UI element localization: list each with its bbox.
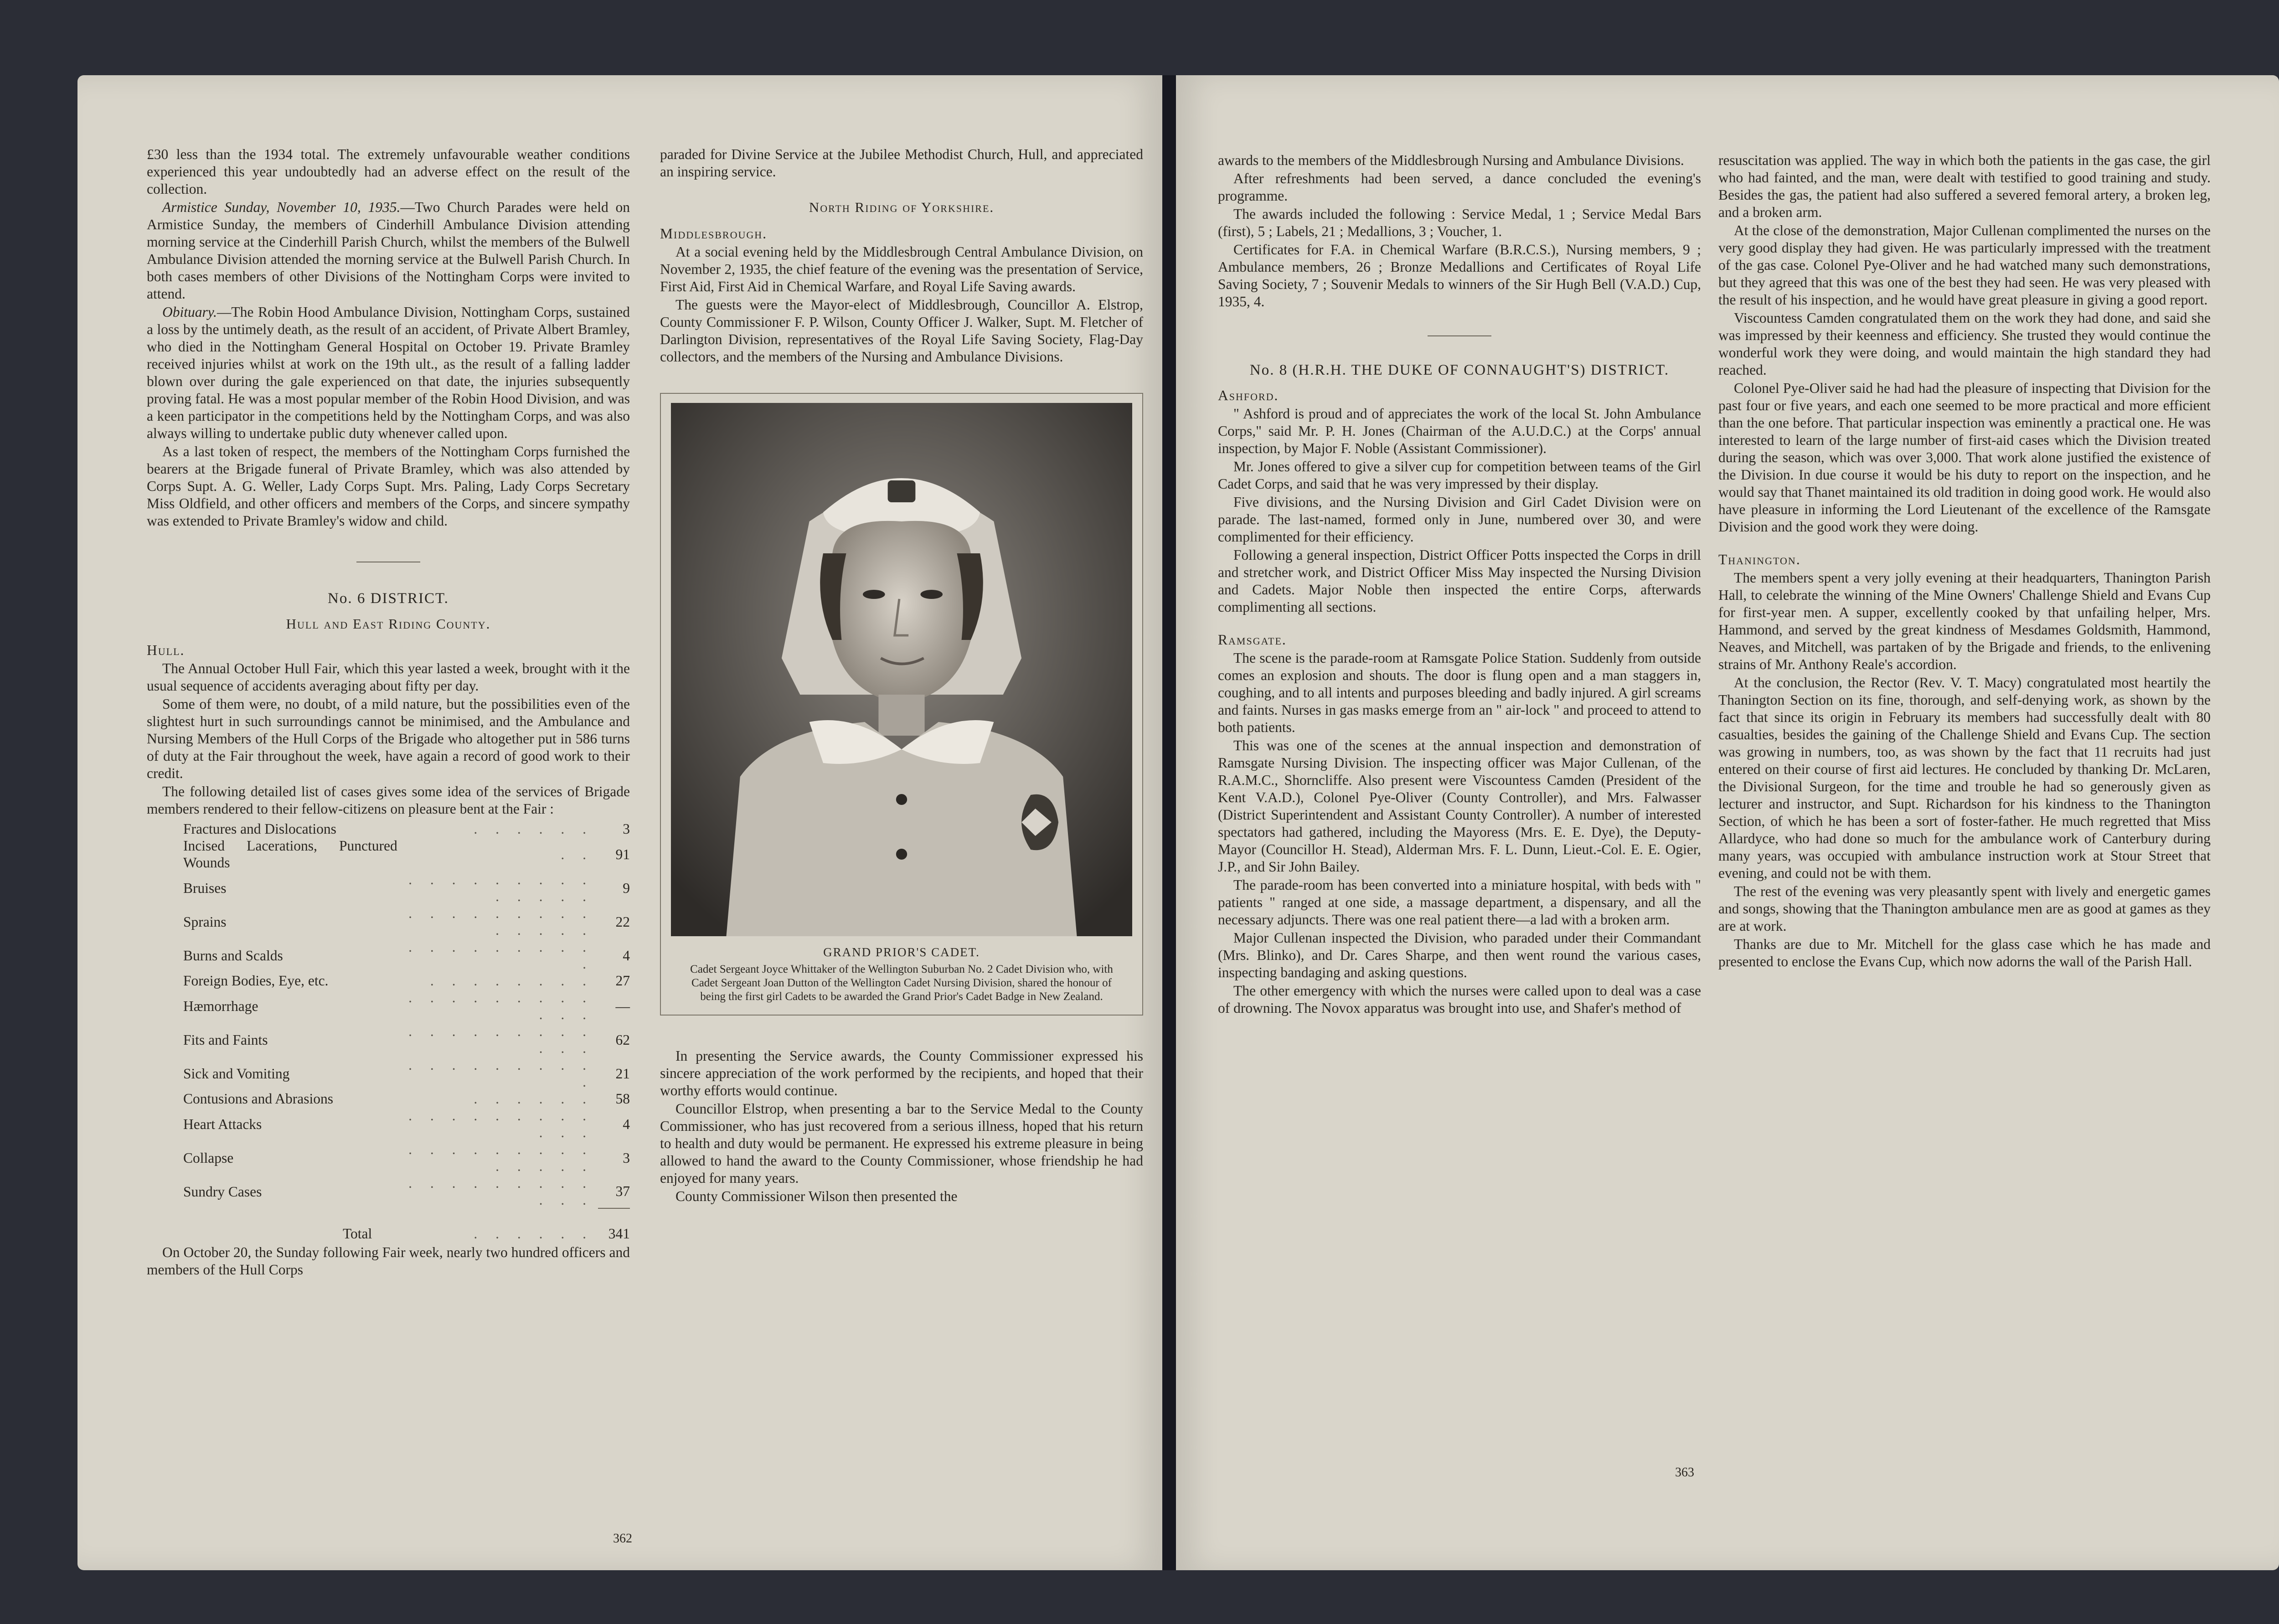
cases-table-row — [147, 989, 630, 1023]
place-heading: Ashford. — [1218, 387, 1279, 403]
case-leader-dots: . . . . . . . . . . . . . . — [408, 1141, 593, 1174]
photo-caption: Cadet Sergeant Joyce Whittaker of the Wellington Suburban No. 2 Cadet Division who, with Cadet Sergeant Joan Dutton of the Wellington Cadet Nursing Division, shared the honour of being the first girl Cadets to be awarded the Grand Prior's Cadet Badge in New Zealand. — [690, 963, 1113, 1003]
left-page-column-1 — [147, 146, 630, 1279]
paragraph: resuscitation was applied. The way in which both the patients in the gas case, the girl who had fainted, and the man, were dealt with testified to good training and study. Besides the gas, the patient had also suffered a severed femoral artery, a broken leg, and a broken arm. — [1718, 152, 2211, 220]
case-count: 9 — [623, 880, 630, 896]
case-count: 21 — [615, 1065, 630, 1082]
case-label: Hæmorrhage — [183, 998, 258, 1014]
paragraph: Major Cullenan inspected the Division, who paraded under their Commandant (Mrs. Blinko), and Dr. Cares Sharpe, and then went round the various cases, inspecting bandaging and asking questions. — [1218, 930, 1701, 980]
cases-table-row — [147, 820, 630, 837]
paragraph: After refreshments had been served, a dance concluded the evening's programme. — [1218, 170, 1701, 204]
paragraph — [147, 304, 630, 442]
paragraph: Mr. Jones offered to give a silver cup for competition between teams of the Girl Cadet Corps, and said that he was very impressed by their display. — [1218, 459, 1701, 492]
book-gutter — [1162, 75, 1176, 1570]
left-page-column-2 — [660, 146, 1143, 1206]
case-count: 62 — [615, 1031, 630, 1048]
case-count: 27 — [615, 973, 630, 989]
case-leader-dots: . . . . . . . . . . — [408, 939, 593, 972]
total-value: 341 — [598, 1208, 630, 1242]
left-page — [77, 75, 1162, 1570]
district-heading: No. 6 DISTRICT. — [328, 590, 449, 607]
case-label: Incised Lacerations, Punctured Wounds — [183, 838, 397, 871]
paragraph: The awards included the following : Service Medal, 1 ; Service Medal Bars (first), 5 ; Labels, 21 ; Medallions, 3 ; Voucher, 1. — [1218, 206, 1701, 239]
district-subheading: Hull and East Riding County. — [286, 616, 491, 632]
paragraph: " Ashford is proud and of appreciates the work of the local St. John Ambulance Corps," said Mr. P. H. Jones (Chairman of the A.U.D.C.) at the Corps' annual inspection, by Major F. Noble (Assistant Commissioner). — [1218, 406, 1701, 456]
cases-table-row — [147, 1090, 630, 1107]
paragraph: Councillor Elstrop, when presenting a bar to the Service Medal to the County Commissioner, who has just recovered from a serious illness, hoped that his return to health and duty would be permanent. He expressed his extreme pleasure in being allowed to hand the award to the County Commissioner, whose friendship he had enjoyed for many years. — [660, 1101, 1143, 1186]
case-count: 4 — [623, 1116, 630, 1132]
case-label: Fractures and Dislocations — [183, 821, 336, 837]
district-heading: No. 8 (H.R.H. THE DUKE OF CONNAUGHT'S) DISTRICT. — [1249, 362, 1670, 378]
case-count: 37 — [615, 1183, 630, 1199]
cases-table-row — [147, 972, 630, 989]
case-label: Foreign Bodies, Eye, etc. — [183, 973, 329, 989]
paragraph: Viscountess Camden congratulated them on the work they had done, and said she was impressed by their keenness and efficiency. She trusted they would continue the wonderful work they were doing, and would maintain the high standard they had reached. — [1718, 310, 2211, 378]
right-page — [1176, 75, 2279, 1570]
paragraph: Colonel Pye-Oliver said he had had the pleasure of inspecting that Division for the past four or five years, and each one seemed to be more practical and more efficient than the one before. That particular inspection was eminently a practical one. He was interested to learn of the large number of first-aid cases which the Division treated during the season, which was over 3,000. That work alone justified the existence of the Division. In due course it would be his duty to report on the inspection, and he would say that Thanet maintained its old tradition in doing good work. He would also have pleasure in informing the Lord Lieutenant of the excellence of the Ramsgate Division and the good work they were doing. — [1718, 380, 2211, 535]
paragraph: The scene is the parade-room at Ramsgate Police Station. Suddenly from outside comes an explosion and shouts. The door is flung open and a man staggers in, coughing, and to all intents and purposes bleeding and badly injured. A girl screams and faints. Nurses in gas masks emerge from an " air-lock " and proceed to attend to both patients. — [1218, 650, 1701, 735]
cases-table-row — [147, 1175, 630, 1208]
case-label: Sprains — [183, 913, 227, 930]
section-divider — [1428, 335, 1491, 336]
case-leader-dots: . . . . . . . . . . . . . . — [408, 871, 593, 904]
cases-table-row — [147, 1141, 630, 1175]
paragraph: At the conclusion, the Rector (Rev. V. T. Macy) congratulated most heartily the Thanington Section on its fine, thorough, and self-denying work, as shown by the fact that since its origin in February its members had successfully dealt with 80 casualties, besides the gaining of the Challenge Shield and Evans Cup. The section was growing in numbers, too, as was shown by the fact that 11 recruits had just entered on their course of first aid lectures. He concluded by thanking Dr. McLaren, the Divisional Surgeon, for the time and trouble he had so generously given as lecturer and instructor, and Supt. Richardson for his kindness to the Thanington Section, of which he has been a sort of foster-father. He much regretted that Miss Allardyce, who had done so much for the ambulance work of Canterbury during many years, was occupied with ambulance instruction work at Stour Street that evening, and could not be with them. — [1718, 675, 2211, 881]
case-count: 3 — [623, 821, 630, 837]
paragraph: Some of them were, no doubt, of a mild nature, but the possibilities even of the slightest hurt in such surroundings cannot be minimised, and the Ambulance and Nursing Members of the Hull Corps of the Brigade who altogether put in 586 turns of duty at the Fair throughout the week, have again a record of good work to their credit. — [147, 696, 630, 781]
case-leader-dots: . . . . . . . . — [430, 973, 593, 989]
paragraph: The Annual October Hull Fair, which this year lasted a week, brought with it the usual sequence of accidents averaging about fifty per day. — [147, 660, 630, 694]
case-leader-dots: . . . . . . — [474, 1091, 593, 1107]
paragraph-body: —The Robin Hood Ambulance Division, Nottingham Corps, sustained a loss by the untimely death, as the result of an accident, of Private Albert Bramley, who died in the Nottingham General Hospital on October 19. Private Bramley received injuries whilst at work on the 19th ult., as the result of a falling ladder blown over during the gale experienced on that date, the injuries subsequently proving fatal. He was a most popular member of the Robin Hood Division, and was a keen participator in the competitions held by the Nottingham Corps, and was also always willing to undertake public duty whenever called upon. — [147, 304, 630, 441]
case-label: Burns and Scalds — [183, 947, 283, 964]
paragraph: Following a general inspection, District Officer Potts inspected the Corps in drill and stretcher work, and District Officer Miss May inspected the Nursing Division and Cadets. Major Noble then inspected the entire Corps, afterwards complimenting all sections. — [1218, 547, 1701, 615]
paragraph: The rest of the evening was very pleasantly spent with lively and energetic games and songs, showing that the Thanington ambulance men are as good at games as they are at work. — [1718, 883, 2211, 934]
paragraph: The other emergency with which the nurses were called upon to deal was a case of drowning. The Novox apparatus was brought into use, and Shafer's method of — [1218, 983, 1701, 1016]
cases-table-row — [147, 1023, 630, 1057]
case-label: Heart Attacks — [183, 1116, 262, 1132]
cases-table-row — [147, 871, 630, 905]
cases-table — [147, 820, 630, 1242]
case-count: 4 — [623, 947, 630, 964]
paragraph — [147, 199, 630, 303]
paragraph: At a social evening held by the Middlesbrough Central Ambulance Division, on November 2, 1935, the chief feature of the evening was the presentation of Service, First Aid, First Aid in Chemical Warfare, and Royal Life Saving awards. — [660, 244, 1143, 294]
paragraph-heading: Armistice Sunday, November 10, 1935. — [162, 199, 401, 215]
case-leader-dots: . . . . . . — [474, 821, 593, 837]
case-leader-dots: . . — [561, 846, 593, 862]
place-heading: Thanington. — [1718, 552, 1801, 567]
paragraph-heading: Obituary. — [162, 304, 217, 320]
total-leader-dots: . . . . . . — [474, 1225, 593, 1242]
paragraph: At the close of the demonstration, Major Cullenan complimented the nurses on the very good display they had given. He was particularly impressed with the treatment of the gas case. Colonel Pye-Oliver and he had watched many such demonstrations, but they agreed that this was one of the best they had seen. He was very pleased with the result of his inspection, and he would have great pleasure in giving a good report. — [1718, 222, 2211, 308]
case-count: 22 — [615, 913, 630, 930]
case-leader-dots: . . . . . . . . . . — [408, 1057, 593, 1090]
right-page-column-2 — [1718, 152, 2211, 971]
case-leader-dots: . . . . . . . . . . . . — [408, 990, 593, 1022]
cases-table-row — [147, 905, 630, 938]
page-number: 362 — [613, 1531, 632, 1546]
paragraph: awards to the members of the Middlesbrough Nursing and Ambulance Divisions. — [1218, 152, 1684, 168]
case-count: 58 — [615, 1091, 630, 1107]
paragraph: Certificates for F.A. in Chemical Warfare (B.R.C.S.), Nursing members, 9 ; Ambulance members, 26 ; Bronze Medallions and Certificates of Royal Life Saving Society, 7 ; Souvenir Medals to winners of the Sir Hugh Bell (V.A.D.) Cup, 1935, 4. — [1218, 242, 1701, 309]
paragraph: £30 less than the 1934 total. The extremely unfavourable weather conditions experienced this year undoubtedly had an adverse effect on the result of the collection. — [147, 146, 630, 197]
paragraph: Thanks are due to Mr. Mitchell for the glass case which he has made and presented to enclose the Evans Cup, which now adorns the wall of the Parish Hall. — [1718, 936, 2211, 969]
paragraph: County Commissioner Wilson then presented the — [675, 1188, 958, 1204]
case-label: Sundry Cases — [183, 1183, 262, 1200]
case-leader-dots: . . . . . . . . . . . . — [408, 1023, 593, 1056]
case-count: 3 — [623, 1150, 630, 1166]
case-count: 91 — [615, 846, 630, 862]
case-leader-dots: . . . . . . . . . . . . . . — [408, 905, 593, 938]
cases-table-row — [147, 938, 630, 972]
place-heading: Ramsgate. — [1218, 632, 1287, 648]
case-leader-dots: . . . . . . . . . . . . — [408, 1175, 593, 1208]
paragraph: paraded for Divine Service at the Jubilee Methodist Church, Hull, and appreciated an inspiring service. — [660, 146, 1143, 180]
paragraph: The parade-room has been converted into a miniature hospital, with beds with " patients " ranged at one side, a massage department, a dispensary, and all the necessary adjuncts. There was one real patient there—a lad with a broken arm. — [1218, 877, 1701, 928]
paragraph: In presenting the Service awards, the County Commissioner expressed his sincere appreciation of the work performed by the recipients, and hoped that their worthy efforts would continue. — [660, 1048, 1143, 1098]
paragraph: On October 20, the Sunday following Fair week, nearly two hundred officers and members of the Hull Corps — [147, 1244, 630, 1278]
cases-table-row — [147, 1057, 630, 1090]
paragraph: The guests were the Mayor-elect of Middlesbrough, Councillor A. Elstrop, County Commissioner F. P. Wilson, County Officer J. Walker, Supt. M. Fletcher of Darlington Division, representatives of the Royal Life Saving Society, Flag-Day collectors, and the members of the Nursing and Ambulance Divisions. — [660, 297, 1143, 365]
paragraph: This was one of the scenes at the annual inspection and demonstration of Ramsgate Nursing Division. The inspecting officer was Major Cullenan, of the R.A.M.C., Shorncliffe. Also present were Viscountess Camden (President of the Kent V.A.D.), Colonel Pye-Oliver (County Controller), and Mrs. Falwasser (District Superintendent and Assistant County Controller). A number of interested spectators had gathered, including the Mayoress (Mrs. E. E. Dye), the Deputy-Mayor (Councillor H. Stead), Alderman Mrs. F. L. Dunn, Lieut.-Col. E. E. Ogier, J.P., and Sir John Bailey. — [1218, 737, 1701, 875]
paragraph-body: —Two Church Parades were held on Armistice Sunday, the members of Cinderhill Ambulance Division attending morning service at the Cinderhill Parish Church, whilst the members of the Bulwell Ambulance Division attended the morning service at the Bulwell Parish Church. In both cases members of other Divisions of the Nottingham Corps were invited to attend. — [147, 199, 630, 302]
case-label: Contusions and Abrasions — [183, 1091, 334, 1107]
photo-frame — [660, 393, 1143, 1016]
case-count: — — [615, 998, 630, 1014]
place-heading: Hull. — [147, 642, 185, 658]
cases-table-row — [147, 837, 630, 871]
page-number: 363 — [1675, 1465, 1694, 1480]
place-heading: Middlesbrough. — [660, 226, 767, 242]
case-label: Bruises — [183, 880, 227, 896]
nurse-cadet-portrait-illustration — [671, 403, 1132, 936]
paragraph: The following detailed list of cases gives some idea of the services of Brigade members rendered to their fellow-citizens on pleasure bent at the Fair : — [147, 784, 630, 817]
cases-table-row — [147, 1107, 630, 1141]
total-label: Total — [343, 1225, 372, 1242]
right-page-column-1 — [1218, 152, 1701, 1018]
portrait-photo — [671, 403, 1132, 936]
paragraph: Five divisions, and the Nursing Division and Girl Cadet Division were on parade. The last-named, formed only in June, numbered over 30, and were complimented for their efficiency. — [1218, 494, 1701, 545]
paragraph: As a last token of respect, the members of the Nottingham Corps furnished the bearers at the Brigade funeral of Private Bramley, which was also attended by Corps Supt. A. G. Weller, Lady Corps Supt. Mrs. Paling, Lady Corps Secretary Miss Oldfield, and other officers and members of the Corps, and sincere sympathy was extended to Private Bramley's widow and child. — [147, 443, 630, 529]
paragraph: The members spent a very jolly evening at their headquarters, Thanington Parish Hall, to celebrate the winning of the Mine Owners' Challenge Shield and Evans Cup for first-year men. A supper, excellently cooked by that unfailing helper, Mrs. Hammond, and served by the great kindness of Mesdames Goldsmith, Hammond, Neaves, and Mitchell, was partaken of by the Brigade and friends, to the enlivening strains of Mr. Anthony Reale's accordion. — [1718, 570, 2211, 672]
cases-total-row — [147, 1208, 630, 1242]
case-leader-dots: . . . . . . . . . . . . — [408, 1108, 593, 1140]
case-label: Fits and Faints — [183, 1031, 268, 1048]
case-label: Sick and Vomiting — [183, 1065, 290, 1082]
photo-caption-title: GRAND PRIOR'S CADET. — [823, 945, 980, 959]
region-heading: North Riding of Yorkshire. — [809, 199, 995, 215]
case-label: Collapse — [183, 1150, 234, 1166]
